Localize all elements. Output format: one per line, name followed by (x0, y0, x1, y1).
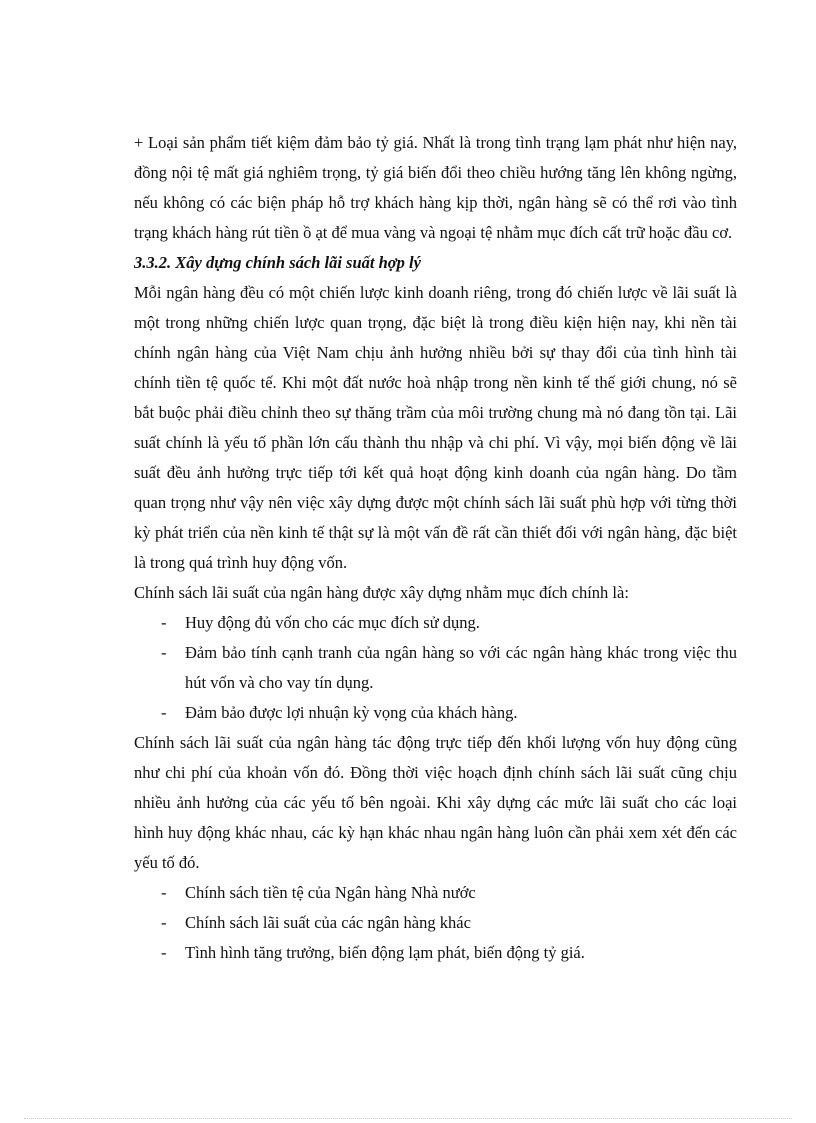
list-item (134, 908, 737, 938)
list-item-text: Chính sách tiền tệ của Ngân hàng Nhà nước (185, 883, 476, 902)
paragraph-interest-strategy: Mỗi ngân hàng đều có một chiến lược kinh doanh riêng, trong đó chiến lược về lãi suất là một trong những chiến lược quan trọng, đặc biệt là trong điều kiện hiện nay, khi nền tài chính ngân hàng của Việt Nam chịu ảnh hưởng nhiều bởi sự thay đổi của tình hình tài chính tiền tệ quốc tế. Khi một đất nước hoà nhập trong nền kinh tế thế giới chung, nó sẽ bắt buộc phải điều chỉnh theo sự thăng trầm của môi trường chung mà nó đang tồn tại. Lãi suất chính là yếu tố phần lớn cấu thành thu nhập và chi phí. Vì vậy, mọi biến động về lãi suất đều ảnh hưởng trực tiếp tới kết quả hoạt động kinh doanh của ngân hàng. Do tầm quan trọng như vậy nên việc xây dựng được một chính sách lãi suất phù hợp với từng thời kỳ phát triển của nền kinh tế thật sự là một vấn đề rất cần thiết đối với ngân hàng, đặc biệt là trong quá trình huy động vốn. (134, 283, 737, 572)
list-item (134, 698, 737, 728)
list-item-text: Đảm bảo tính cạnh tranh của ngân hàng so với các ngân hàng khác trong việc thu hút vốn và cho vay tín dụng. (185, 643, 737, 692)
page-footer-divider (24, 1118, 792, 1119)
list-item (134, 938, 737, 968)
document-body (134, 128, 737, 968)
bullet-dash: - (161, 643, 167, 662)
factor-list (134, 878, 737, 968)
list-item (134, 638, 737, 698)
section-heading: 3.3.2. Xây dựng chính sách lãi suất hợp lý (134, 253, 421, 272)
list-item-text: Huy động đủ vốn cho các mục đích sử dụng. (185, 613, 480, 632)
paragraph-savings-product: + Loại sản phẩm tiết kiệm đảm bảo tỷ giá. Nhất là trong tình trạng lạm phát như hiện nay, đồng nội tệ mất giá nghiêm trọng, tỷ giá biến đổi theo chiều hướng tăng lên không ngừng, nếu không có các biện pháp hỗ trợ khách hàng kịp thời, ngân hàng sẽ có thể rơi vào tình trạng khách hàng rút tiền ồ ạt để mua vàng và ngoại tệ nhằm mục đích cất trữ hoặc đầu cơ. (134, 133, 737, 242)
bullet-dash: - (161, 613, 167, 632)
paragraph-policy-impact: Chính sách lãi suất của ngân hàng tác động trực tiếp đến khối lượng vốn huy động cũng như chi phí của khoản vốn đó. Đồng thời việc hoạch định chính sách lãi suất cũng chịu nhiều ảnh hưởng của các yếu tố bên ngoài. Khi xây dựng các mức lãi suất cho các loại hình huy động khác nhau, các kỳ hạn khác nhau ngân hàng luôn cần phải xem xét đến các yếu tố đó. (134, 733, 737, 872)
paragraph-policy-purpose: Chính sách lãi suất của ngân hàng được xây dựng nhằm mục đích chính là: (134, 583, 629, 602)
list-item-text: Đảm bảo được lợi nhuận kỳ vọng của khách hàng. (185, 703, 518, 722)
list-item (134, 878, 737, 908)
list-item (134, 608, 737, 638)
list-item-text: Tình hình tăng trưởng, biến động lạm phát, biến động tỷ giá. (185, 943, 585, 962)
bullet-dash: - (161, 703, 167, 722)
bullet-dash: - (161, 883, 167, 902)
bullet-dash: - (161, 943, 167, 962)
list-item-text: Chính sách lãi suất của các ngân hàng khác (185, 913, 471, 932)
bullet-dash: - (161, 913, 167, 932)
purpose-list (134, 608, 737, 728)
